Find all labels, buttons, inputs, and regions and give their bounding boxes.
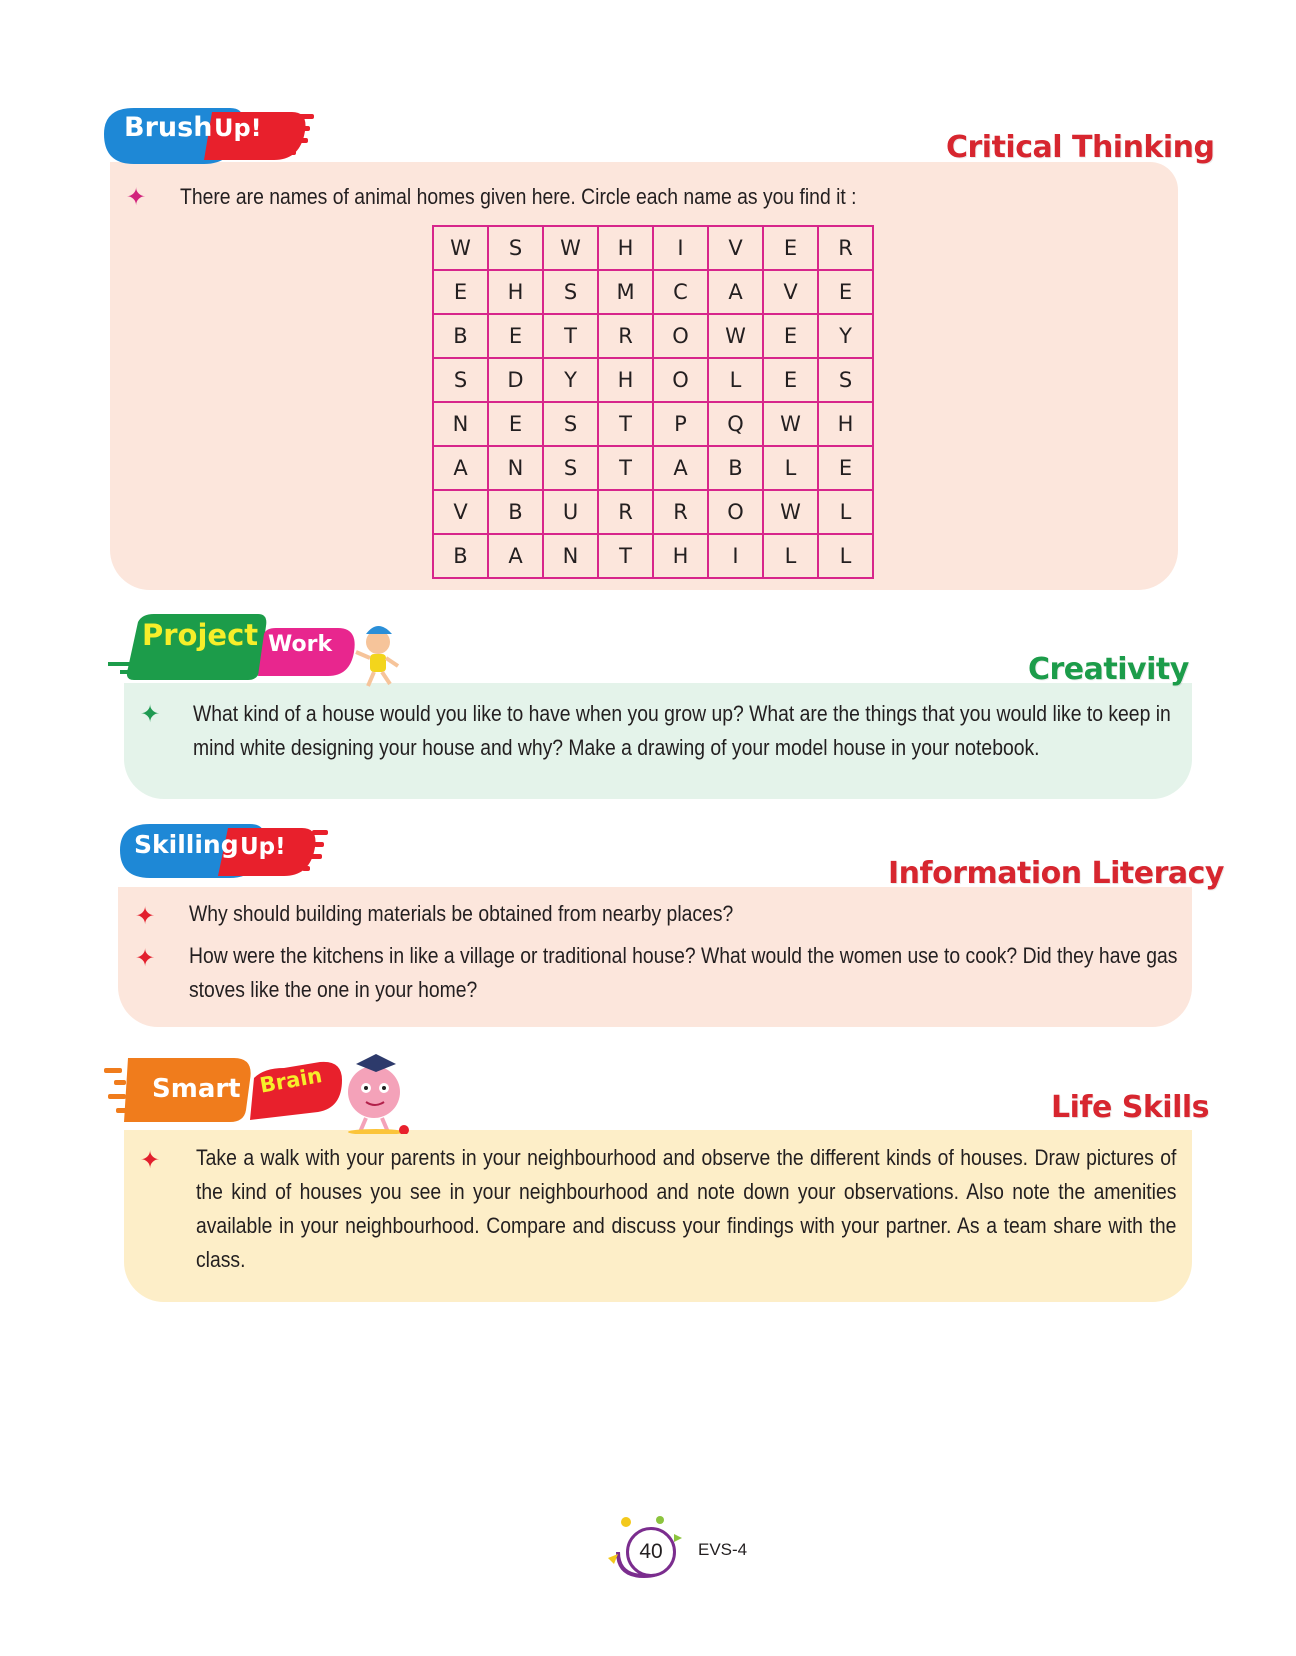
grid-cell[interactable]: S — [818, 358, 873, 402]
grid-cell[interactable]: H — [598, 358, 653, 402]
grid-cell[interactable]: I — [708, 534, 763, 578]
grid-cell[interactable]: H — [818, 402, 873, 446]
grid-cell[interactable]: V — [433, 490, 488, 534]
grid-cell[interactable]: A — [433, 446, 488, 490]
word-search-grid — [432, 225, 874, 579]
grid-cell[interactable]: T — [598, 402, 653, 446]
grid-cell[interactable]: W — [763, 402, 818, 446]
grid-cell[interactable]: T — [543, 314, 598, 358]
grid-cell[interactable]: S — [488, 226, 543, 270]
grid-cell[interactable]: C — [653, 270, 708, 314]
grid-cell[interactable]: B — [708, 446, 763, 490]
grid-cell[interactable]: L — [818, 490, 873, 534]
grid-cell[interactable]: E — [433, 270, 488, 314]
skilling-up-word1: Skilling — [134, 830, 239, 859]
grid-cell[interactable]: B — [488, 490, 543, 534]
grid-cell[interactable]: S — [543, 270, 598, 314]
star-bullet-icon: ✦ — [126, 184, 147, 211]
grid-cell[interactable]: U — [543, 490, 598, 534]
grid-cell[interactable]: S — [543, 402, 598, 446]
grid-row — [433, 226, 873, 270]
skill-critical-thinking: Critical Thinking — [946, 130, 1215, 165]
book-code: EVS-4 — [698, 1540, 748, 1559]
grid-cell[interactable]: H — [598, 226, 653, 270]
grid-cell[interactable]: R — [653, 490, 708, 534]
grid-cell[interactable]: L — [818, 534, 873, 578]
grid-cell[interactable]: D — [488, 358, 543, 402]
smart-brain-word1: Smart — [152, 1074, 241, 1104]
project-work-text: What kind of a house would you like to have when you grow up? What are the things that you would like to keep in mind white designing your house and why? Make a drawing of your model house in your notebook. — [193, 701, 1171, 760]
grid-cell[interactable]: H — [488, 270, 543, 314]
skilling-up-word2: Up! — [240, 834, 286, 860]
brush-up-word1: Brush — [124, 112, 213, 143]
grid-cell[interactable]: T — [598, 534, 653, 578]
grid-cell[interactable]: N — [543, 534, 598, 578]
grid-cell[interactable]: R — [598, 314, 653, 358]
grid-row — [433, 314, 873, 358]
smart-brain-text: Take a walk with your parents in your neighbourhood and observe the different kinds of houses. Draw pictures of the kind of houses you see in your neighbourhood and note down your observations. Also note the amenities available in your neighbourhood. Compare and discuss your findings with your partner. As a team share with the class. — [196, 1145, 1177, 1272]
grid-cell[interactable]: I — [653, 226, 708, 270]
grid-cell[interactable]: R — [818, 226, 873, 270]
project-work-word2: Work — [268, 632, 333, 657]
grid-cell[interactable]: V — [708, 226, 763, 270]
grid-cell[interactable]: B — [433, 314, 488, 358]
grid-cell[interactable]: W — [433, 226, 488, 270]
grid-cell[interactable]: Q — [708, 402, 763, 446]
grid-cell[interactable]: P — [653, 402, 708, 446]
grid-row — [433, 534, 873, 578]
grid-cell[interactable]: A — [653, 446, 708, 490]
star-bullet-icon: ✦ — [140, 1147, 161, 1174]
brush-up-word2: Up! — [214, 114, 262, 142]
grid-row — [433, 490, 873, 534]
grid-cell[interactable]: W — [543, 226, 598, 270]
grid-cell[interactable]: E — [763, 358, 818, 402]
page-number: 40 — [626, 1527, 676, 1577]
grid-cell[interactable]: Y — [543, 358, 598, 402]
grid-cell[interactable]: E — [763, 314, 818, 358]
star-bullet-icon: ✦ — [140, 701, 161, 728]
grid-cell[interactable]: L — [763, 534, 818, 578]
grid-cell[interactable]: S — [543, 446, 598, 490]
grid-cell[interactable]: H — [653, 534, 708, 578]
grid-cell[interactable]: T — [598, 446, 653, 490]
skilling-question-1: Why should building materials be obtained from nearby places? — [189, 901, 734, 926]
grid-cell[interactable]: E — [488, 314, 543, 358]
project-work-word1: Project — [142, 618, 259, 652]
grid-row — [433, 446, 873, 490]
grid-row — [433, 358, 873, 402]
grid-row — [433, 270, 873, 314]
smart-brain-word2: Brain — [258, 1063, 324, 1098]
grid-cell[interactable]: O — [708, 490, 763, 534]
grid-cell[interactable]: O — [653, 358, 708, 402]
grid-cell[interactable]: E — [763, 226, 818, 270]
grid-cell[interactable]: N — [433, 402, 488, 446]
star-bullet-icon: ✦ — [135, 903, 156, 930]
grid-cell[interactable]: L — [708, 358, 763, 402]
grid-cell[interactable]: B — [433, 534, 488, 578]
word-search-instruction: There are names of animal homes given here. Circle each name as you find it : — [180, 184, 857, 209]
skill-life-skills: Life Skills — [1051, 1090, 1210, 1125]
star-bullet-icon: ✦ — [135, 945, 156, 972]
skilling-question-2: How were the kitchens in like a village or traditional house? What would the women use to cook? Did they have gas stoves like the one in your home? — [189, 943, 1178, 1002]
grid-cell[interactable]: O — [653, 314, 708, 358]
grid-row — [433, 402, 873, 446]
grid-cell[interactable]: A — [708, 270, 763, 314]
grid-cell[interactable]: M — [598, 270, 653, 314]
grid-cell[interactable]: W — [708, 314, 763, 358]
grid-cell[interactable]: A — [488, 534, 543, 578]
grid-cell[interactable]: S — [433, 358, 488, 402]
grid-cell[interactable]: E — [818, 270, 873, 314]
grid-cell[interactable]: Y — [818, 314, 873, 358]
skill-information-literacy: Information Literacy — [888, 856, 1224, 891]
grid-cell[interactable]: W — [763, 490, 818, 534]
grid-cell[interactable]: E — [488, 402, 543, 446]
grid-cell[interactable]: N — [488, 446, 543, 490]
grid-cell[interactable]: V — [763, 270, 818, 314]
grid-cell[interactable]: E — [818, 446, 873, 490]
skill-creativity: Creativity — [1028, 652, 1189, 687]
grid-cell[interactable]: R — [598, 490, 653, 534]
grid-cell[interactable]: L — [763, 446, 818, 490]
